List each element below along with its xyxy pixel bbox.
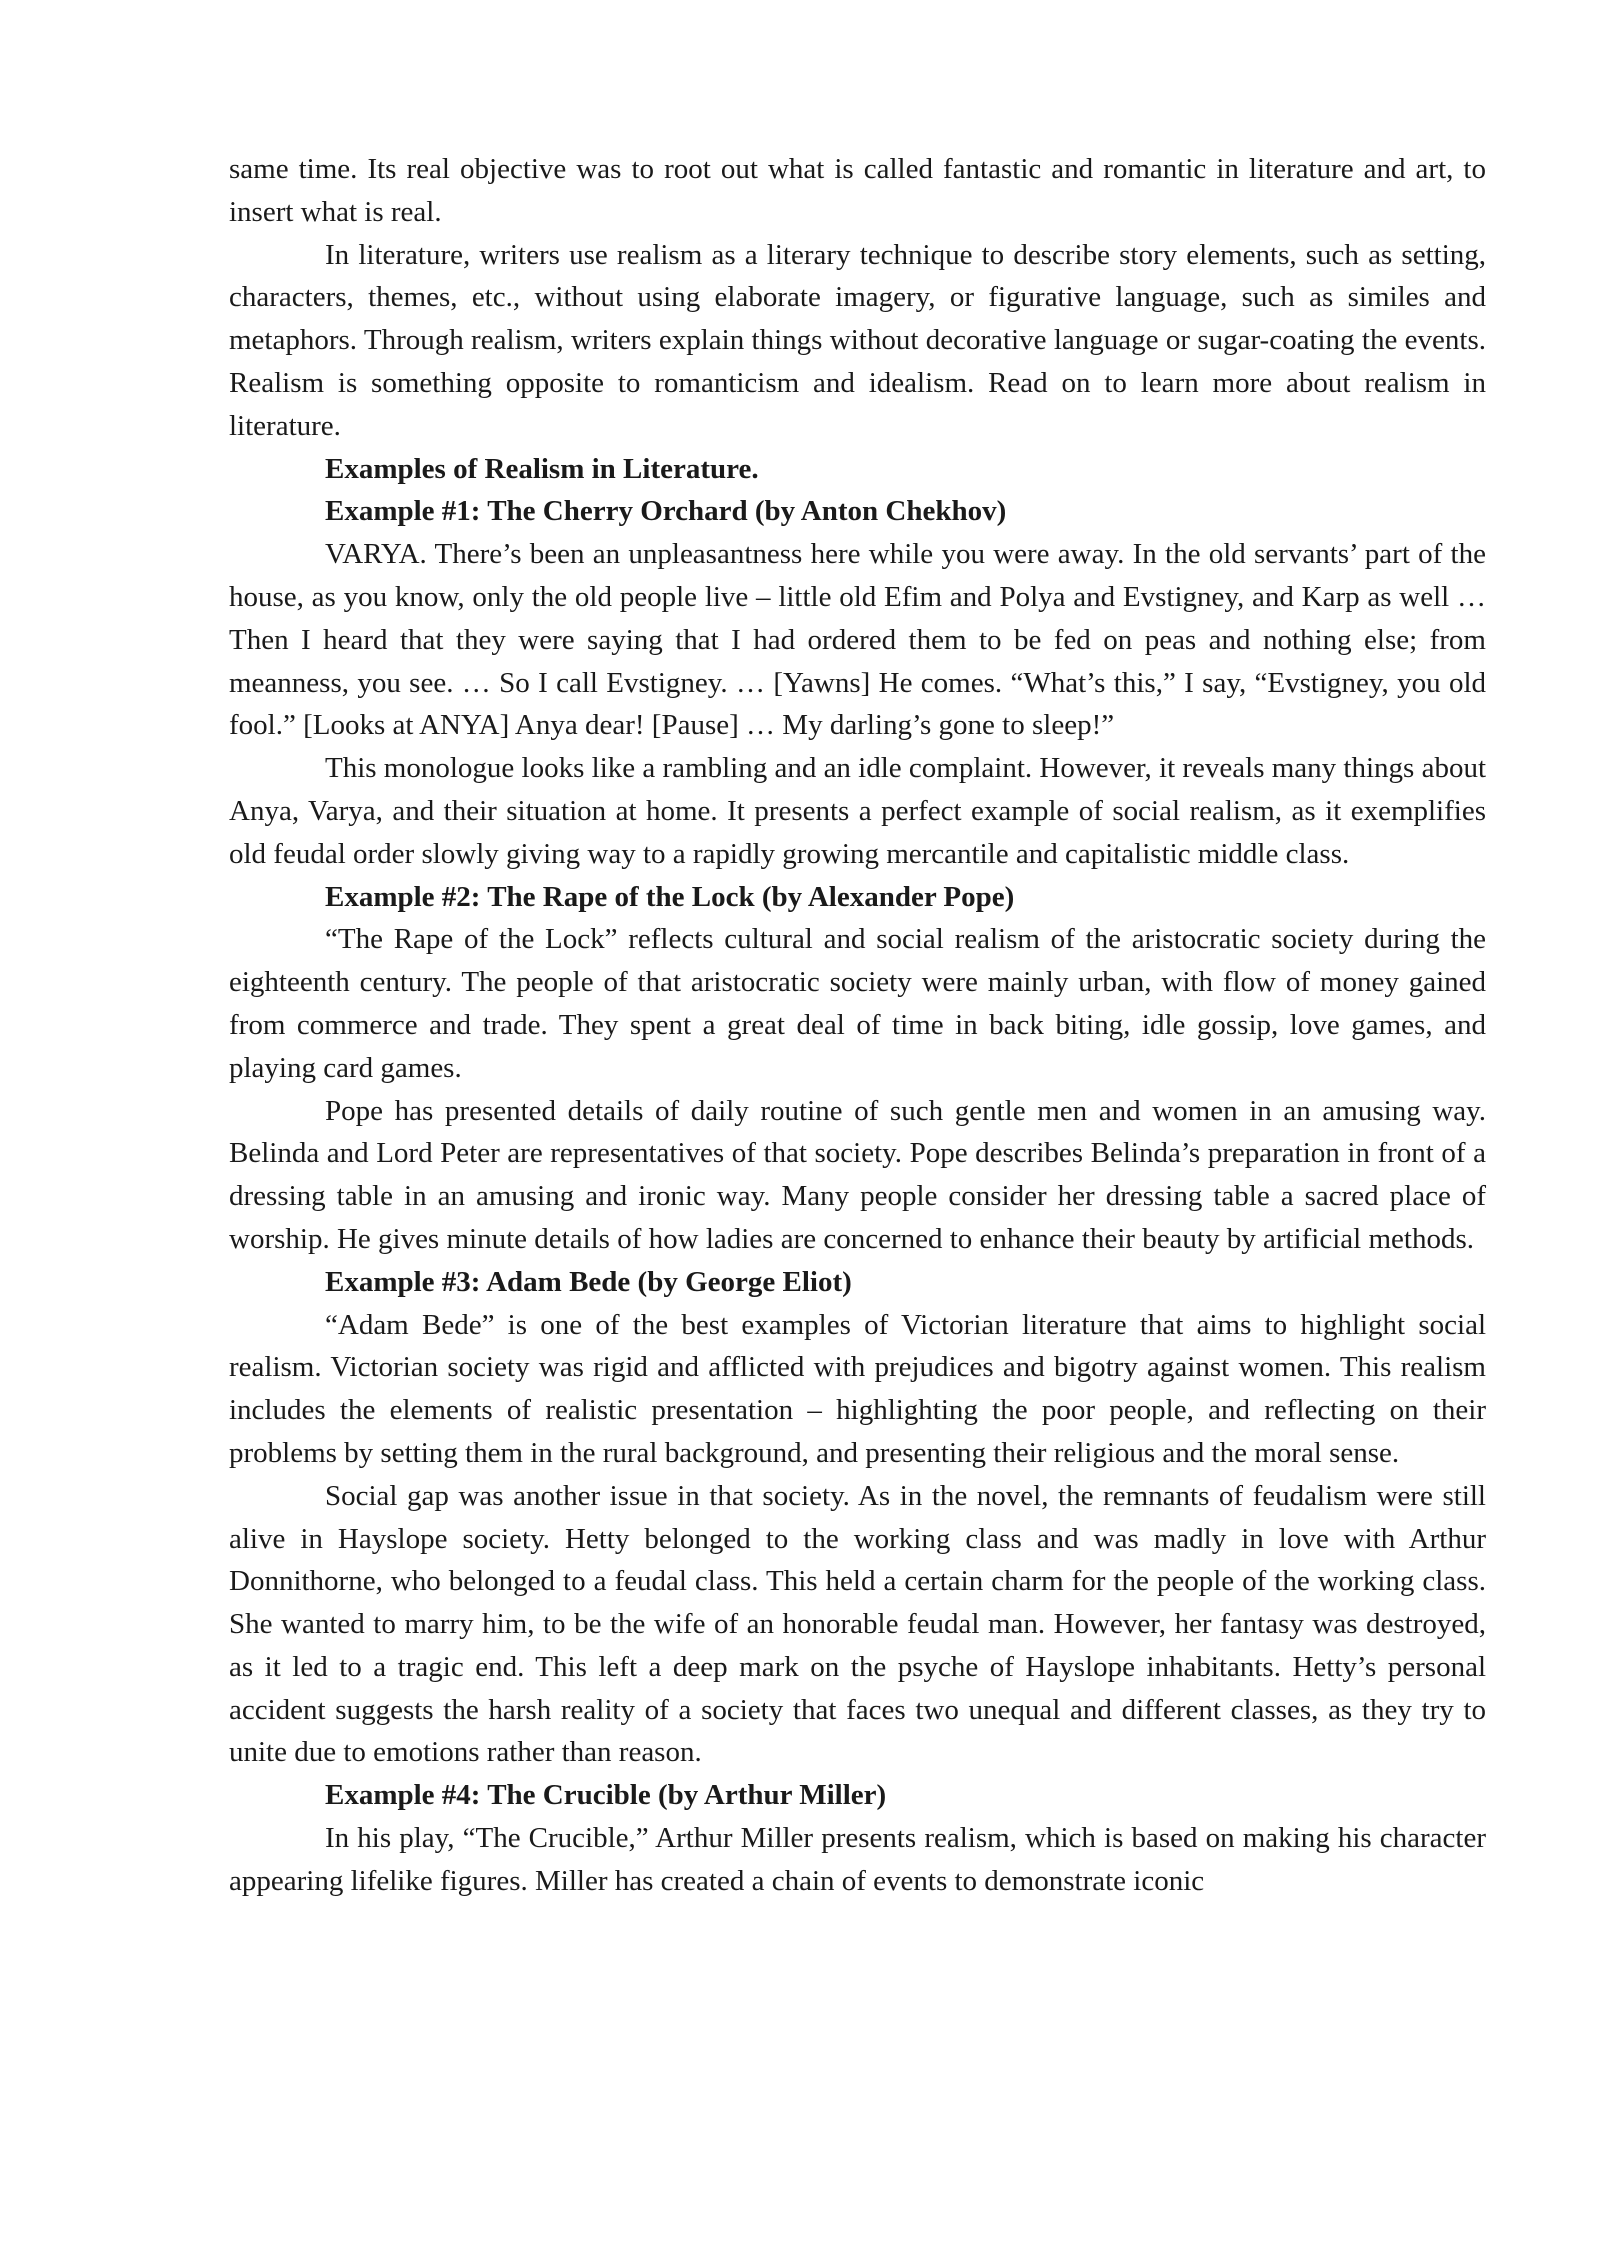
section-heading: Examples of Realism in Literature. [325, 452, 759, 485]
document-page [229, 148, 1486, 1903]
example-heading: Example #1: The Cherry Orchard (by Anton Chekhov) [325, 495, 1007, 528]
paragraph: In literature, writers use realism as a literary technique to describe story elements, such as setting, characters, themes, etc., without using elaborate imagery, or figurative language, such as similes and metaphors. Through realism, writers explain things without decorative language or sugar-coating the events. Realism is something opposite to romanticism and idealism. Read on to learn more about realism in literature. [229, 238, 1486, 442]
example-heading: Example #3: Adam Bede (by George Eliot) [325, 1265, 852, 1298]
paragraph: “The Rape of the Lock” reflects cultural and social realism of the aristocratic society during the eighteenth century. The people of that aristocratic society were mainly urban, with flow of money gained from commerce and trade. They spent a great deal of time in back biting, idle gossip, love games, and playing card games. [229, 923, 1486, 1084]
example-heading: Example #4: The Crucible (by Arthur Miller) [325, 1779, 887, 1812]
paragraph: same time. Its real objective was to root out what is called fantastic and romantic in literature and art, to insert what is real. [229, 153, 1486, 228]
paragraph: In his play, “The Crucible,” Arthur Miller presents realism, which is based on making his character appearing lifelike figures. Miller has created a chain of events to demonstrate iconic [229, 1822, 1486, 1897]
paragraph: Pope has presented details of daily routine of such gentle men and women in an amusing way. Belinda and Lord Peter are representatives of that society. Pope describes Belinda’s preparation in front of a dressing table in an amusing and ironic way. Many people consider her dressing table a sacred place of worship. He gives minute details of how ladies are concerned to enhance their beauty by artificial methods. [229, 1094, 1486, 1255]
paragraph: This monologue looks like a rambling and an idle complaint. However, it reveals many things about Anya, Varya, and their situation at home. It presents a perfect example of social realism, as it exemplifies old feudal order slowly giving way to a rapidly growing mercantile and capitalistic middle class. [229, 752, 1487, 870]
example-heading: Example #2: The Rape of the Lock (by Alexander Pope) [325, 880, 1015, 913]
paragraph: Social gap was another issue in that society. As in the novel, the remnants of feudalism were still alive in Hayslope society. Hetty belonged to the working class and was madly in love with Arthur Donnithorne, who belonged to a feudal class. This held a certain charm for the people of the working class. She wanted to marry him, to be the wife of an honorable feudal man. However, her fantasy was destroyed, as it led to a tragic end. This left a deep mark on the psyche of Hayslope inhabitants. Hetty’s personal accident suggests the harsh reality of a society that faces two unequal and different classes, as they try to unite due to emotions rather than reason. [229, 1479, 1486, 1769]
paragraph: “Adam Bede” is one of the best examples of Victorian literature that aims to highlight social realism. Victorian society was rigid and afflicted with prejudices and bigotry against women. This realism includes the elements of realistic presentation – highlighting the poor people, and reflecting on their problems by setting them in the rural background, and presenting their religious and the moral sense. [229, 1308, 1486, 1469]
quote-paragraph: VARYA. There’s been an unpleasantness here while you were away. In the old servants’ part of the house, as you know, only the old people live – little old Efim and Polya and Evstigney, and Karp as well … Then I heard that they were saying that I had ordered them to be fed on peas and nothing else; from meanness, you see. … So I call Evstigney. … [Yawns] He comes. “What’s this,” I say, “Evstigney, you old fool.” [Looks at ANYA] Anya dear! [Pause] … My darling’s gone to sleep!” [229, 538, 1486, 742]
